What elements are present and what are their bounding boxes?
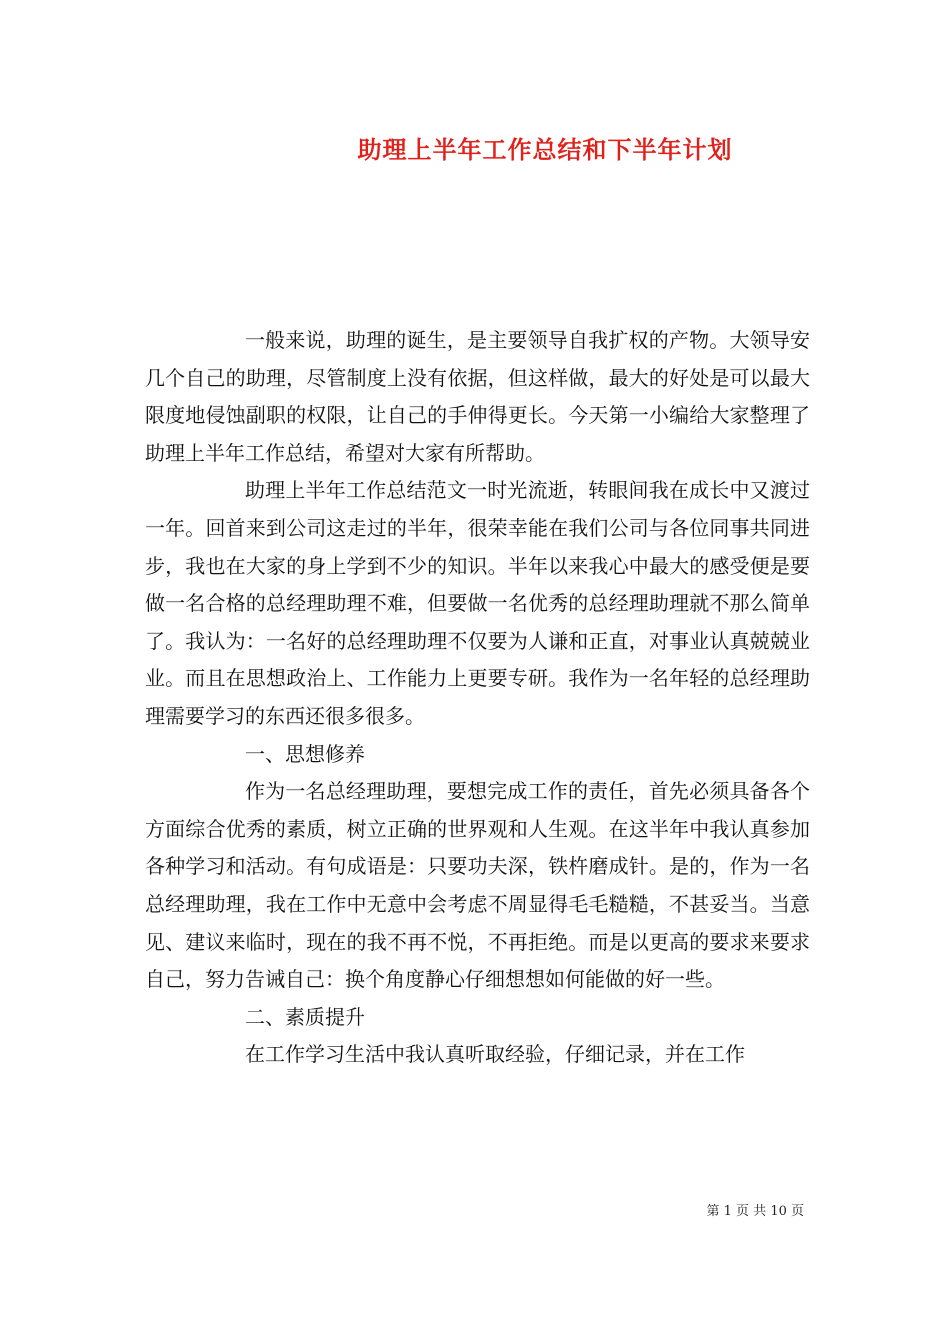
thought-paragraph: 作为一名总经理助理，要想完成工作的责任，首先必须具备各个方面综合优秀的素质，树立正确的世界观和人生观。在这半年中我认真参加各种学习和活动。有句成语是：只要功夫深，铁杵磨成针。是的，作为一名总经理助理，我在工作中无意中会考虑不周显得毛毛糙糙，不甚妥当。当意见、建议来临时，现在的我不再不悦，不再拒绝。而是以更高的要求来要求自己，努力告诫自己：换个角度静心仔细想想如何能做的好一些。 [145, 779, 810, 992]
summary-paragraph: 助理上半年工作总结范文一时光流逝，转眼间我在成长中又渡过一年。回首来到公司这走过的半年，很荣幸能在我们公司与各位同事共同进步，我也在大家的身上学到不少的知识。半年以来我心中最大的感受便是要做一名合格的总经理助理不难，但要做一名优秀的总经理助理就不那么简单了。我认为：一名好的总经理助理不仅要为人谦和正直，对事业认真兢兢业业。而且在思想政治上、工作能力上更要专研。我作为一名年轻的总经理助理需要学习的东西还很多很多。 [145, 478, 810, 728]
document-body [145, 322, 810, 1074]
page-number: 第 1 页 共 10 页 [706, 1204, 804, 1219]
intro-paragraph: 一般来说，助理的诞生，是主要领导自我扩权的产物。大领导安几个自己的助理，尽管制度上没有依据，但这样做，最大的好处是可以最大限度地侵蚀副职的权限，让自己的手伸得更长。今天第一小编给大家整理了助理上半年工作总结，希望对大家有所帮助。 [145, 328, 810, 465]
quality-paragraph: 在工作学习生活中我认真听取经验，仔细记录，并在工作 [245, 1042, 745, 1067]
document-title: 助理上半年工作总结和下半年计划 [357, 135, 733, 164]
section-heading-thought: 一、思想修养 [245, 741, 365, 766]
section-heading-quality: 二、素质提升 [245, 1004, 365, 1029]
